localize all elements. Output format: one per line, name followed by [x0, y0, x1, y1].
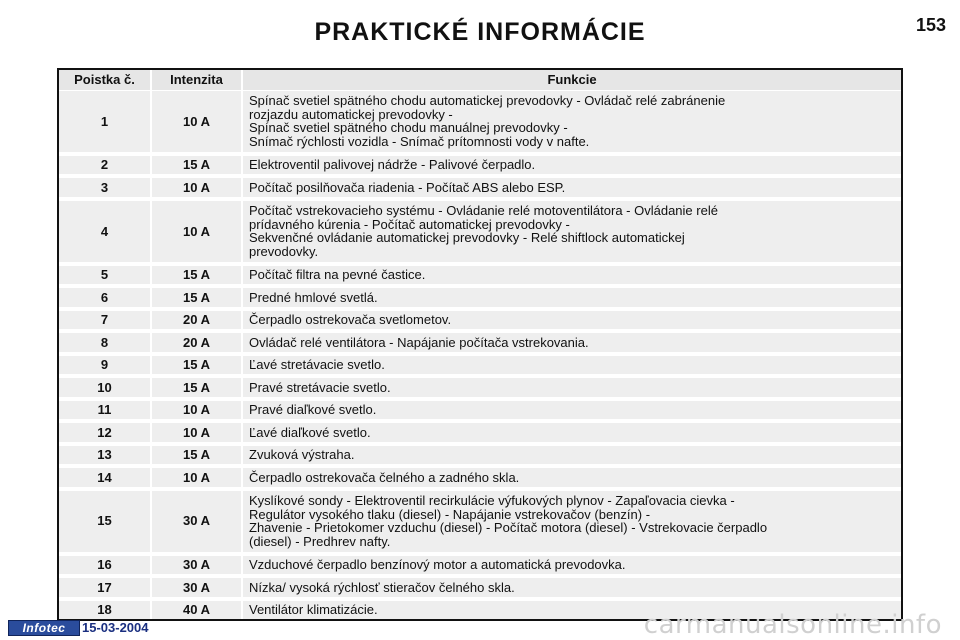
- amperage-cell: 15 A: [151, 376, 242, 399]
- watermark: carmanualsonline.info: [643, 610, 942, 640]
- function-cell: [242, 554, 901, 577]
- function-cell: [242, 421, 901, 444]
- function-cell: [242, 444, 901, 467]
- amperage-cell: 10 A: [151, 421, 242, 444]
- function-cell: [242, 331, 901, 354]
- table-row: [59, 489, 901, 554]
- amperage-cell: 15 A: [151, 354, 242, 377]
- function-cell: [242, 309, 901, 332]
- function-cell: [242, 286, 901, 309]
- function-line: rozjazdu automatickej prevodovky -: [249, 106, 453, 122]
- amperage-cell: 15 A: [151, 444, 242, 467]
- table-row: [59, 91, 901, 154]
- function-line: prídavného kúrenia - Počítač automatickej prevodovky -: [249, 216, 570, 232]
- function-line: Pravé stretávacie svetlo.: [249, 379, 391, 395]
- function-cell: [242, 264, 901, 287]
- table-row: [59, 176, 901, 199]
- table-row: [59, 466, 901, 489]
- table-row: [59, 576, 901, 599]
- fuse-number-cell: 13: [59, 444, 151, 467]
- fuse-number-cell: 9: [59, 354, 151, 377]
- function-cell: [242, 399, 901, 422]
- function-line: Regulátor vysokého tlaku (diesel) - Napájanie vstrekovačov (benzín) -: [249, 506, 651, 522]
- table-row: [59, 286, 901, 309]
- table-row: [59, 354, 901, 377]
- amperage-cell: 10 A: [151, 199, 242, 264]
- table-header-row: [59, 70, 901, 91]
- function-line: Čerpadlo ostrekovača svetlometov.: [249, 312, 452, 328]
- function-cell: [242, 376, 901, 399]
- function-line: Ľavé stretávacie svetlo.: [249, 357, 385, 373]
- fuse-number-cell: 18: [59, 599, 151, 619]
- table-row: [59, 554, 901, 577]
- function-cell: [242, 354, 901, 377]
- amperage-cell: 10 A: [151, 176, 242, 199]
- fuse-number-cell: 7: [59, 309, 151, 332]
- fuse-number-cell: 10: [59, 376, 151, 399]
- function-cell: [242, 199, 901, 264]
- function-cell: [242, 466, 901, 489]
- function-line: Spínač svetiel spätného chodu automatickej prevodovky - Ovládač relé zabránenie: [249, 93, 726, 109]
- function-line: Počítač posilňovača riadenia - Počítač ABS alebo ESP.: [249, 179, 566, 195]
- function-line: Kyslíkové sondy - Elektroventil recirkulácie výfukových plynov - Zapaľovacia cievka -: [249, 493, 735, 509]
- function-line: Pravé diaľkové svetlo.: [249, 402, 377, 418]
- fuse-number-cell: 8: [59, 331, 151, 354]
- function-line: Nízka/ vysoká rýchlosť stieračov čelného skla.: [249, 579, 515, 595]
- amperage-cell: 30 A: [151, 554, 242, 577]
- fuse-number-cell: 12: [59, 421, 151, 444]
- fuse-number-cell: 3: [59, 176, 151, 199]
- table-row: [59, 399, 901, 422]
- amperage-cell: 10 A: [151, 399, 242, 422]
- fuse-number-cell: 11: [59, 399, 151, 422]
- function-cell: [242, 576, 901, 599]
- fuse-number-cell: 2: [59, 154, 151, 177]
- function-line: Elektroventil palivovej nádrže - Palivové čerpadlo.: [249, 157, 536, 173]
- table-row: [59, 264, 901, 287]
- amperage-cell: 15 A: [151, 154, 242, 177]
- fuse-number-cell: 4: [59, 199, 151, 264]
- table-row: [59, 444, 901, 467]
- fuse-number-cell: 6: [59, 286, 151, 309]
- function-cell: [242, 91, 901, 154]
- amperage-cell: 20 A: [151, 331, 242, 354]
- amperage-cell: 15 A: [151, 286, 242, 309]
- infotec-logo: Infotec: [8, 620, 80, 636]
- page-title: PRAKTICKÉ INFORMÁCIE: [314, 18, 646, 46]
- fuse-number-cell: 14: [59, 466, 151, 489]
- function-line: Vzduchové čerpadlo benzínový motor a automatická prevodovka.: [249, 557, 626, 573]
- function-line: Sekvenčné ovládanie automatickej prevodovky - Relé shiftlock automatickej: [249, 230, 685, 246]
- amperage-cell: 10 A: [151, 466, 242, 489]
- function-cell: [242, 176, 901, 199]
- function-line: Čerpadlo ostrekovača čelného a zadného skla.: [249, 469, 520, 485]
- function-line: Zvuková výstraha.: [249, 447, 355, 463]
- fuse-number-cell: 5: [59, 264, 151, 287]
- function-line: Počítač vstrekovacieho systému - Ovládanie relé motoventilátora - Ovládanie relé: [249, 203, 718, 219]
- fuse-number-cell: 1: [59, 91, 151, 154]
- amperage-cell: 15 A: [151, 264, 242, 287]
- table-row: [59, 331, 901, 354]
- function-line: Spínač svetiel spätného chodu manuálnej prevodovky -: [249, 120, 568, 136]
- function-line: Predné hmlové svetlá.: [249, 289, 378, 305]
- footer-date: 15-03-2004: [82, 620, 149, 635]
- function-line: Ovládač relé ventilátora - Napájanie počítača vstrekovania.: [249, 334, 589, 350]
- amperage-cell: 30 A: [151, 489, 242, 554]
- fuse-number-cell: 16: [59, 554, 151, 577]
- column-header-fuse-number: Poistka č.: [59, 70, 151, 91]
- function-line: Počítač filtra na pevné častice.: [249, 267, 426, 283]
- table-row: [59, 309, 901, 332]
- fuse-table: [57, 68, 903, 621]
- table-row: [59, 199, 901, 264]
- table-body: [59, 91, 901, 620]
- function-line: (diesel) - Predhrev nafty.: [249, 533, 391, 549]
- column-header-functions: Funkcie: [242, 70, 901, 91]
- page-number: 153: [915, 15, 946, 35]
- function-line: Snímač rýchlosti vozidla - Snímač prítomnosti vody v nafte.: [249, 133, 590, 149]
- function-line: Ľavé diaľkové svetlo.: [249, 424, 371, 440]
- amperage-cell: 30 A: [151, 576, 242, 599]
- fuse-number-cell: 15: [59, 489, 151, 554]
- table-row: [59, 154, 901, 177]
- table-row: [59, 421, 901, 444]
- function-line: Ventilátor klimatizácie.: [249, 602, 378, 618]
- function-cell: [242, 489, 901, 554]
- fuse-number-cell: 17: [59, 576, 151, 599]
- table-row: [59, 376, 901, 399]
- amperage-cell: 40 A: [151, 599, 242, 619]
- function-line: Zhavenie - Prietokomer vzduchu (diesel) - Počítač motora (diesel) - Vstrekovacie čerpadlo: [249, 520, 768, 536]
- column-header-amperage: Intenzita: [151, 70, 242, 91]
- function-cell: [242, 154, 901, 177]
- amperage-cell: 20 A: [151, 309, 242, 332]
- amperage-cell: 10 A: [151, 91, 242, 154]
- function-line: prevodovky.: [249, 243, 319, 259]
